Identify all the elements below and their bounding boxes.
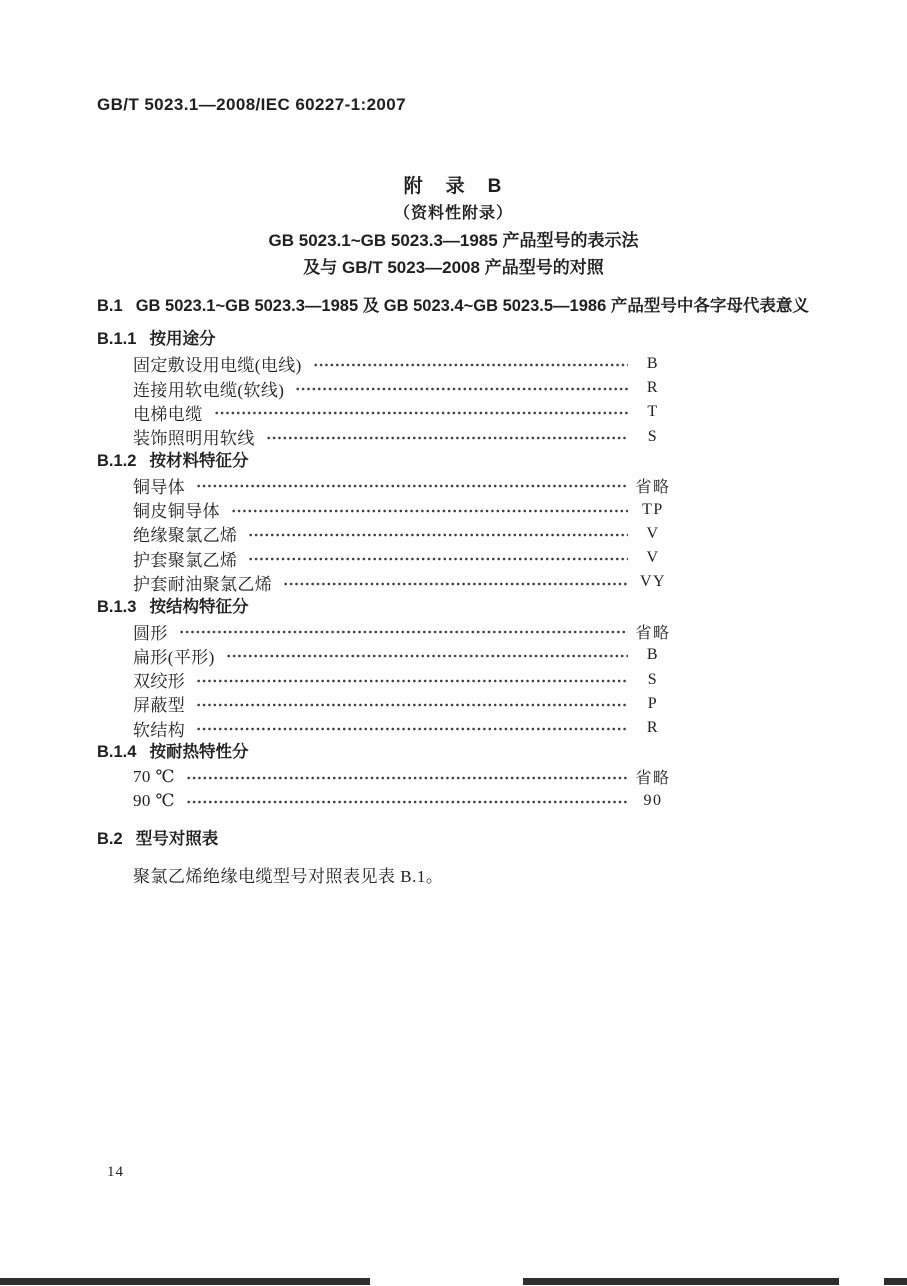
scan-artifact-bar xyxy=(884,1278,907,1285)
item-label: 软结构 xyxy=(133,720,186,740)
item-code: P xyxy=(647,694,659,712)
code-list-item xyxy=(133,497,672,521)
code-list-item xyxy=(133,546,672,570)
main-content xyxy=(97,294,809,889)
subsection-number: B.1.2 xyxy=(97,451,137,470)
section-number: B.1 xyxy=(97,297,123,315)
section-title: 型号对照表 xyxy=(135,830,219,849)
item-code: S xyxy=(647,670,659,688)
page-number: 14 xyxy=(107,1164,124,1180)
subsection-b13-heading xyxy=(97,595,790,619)
code-list-item xyxy=(133,473,672,497)
code-list-item xyxy=(133,352,672,376)
item-label: 双绞形 xyxy=(133,672,186,692)
section-number: B.2 xyxy=(97,830,123,849)
item-label: 绝缘聚氯乙烯 xyxy=(133,526,238,546)
code-list-item xyxy=(133,692,672,716)
item-label: 装饰照明用软线 xyxy=(133,429,255,449)
dotted-leader xyxy=(185,789,628,813)
dotted-leader xyxy=(247,522,628,546)
dotted-leader xyxy=(195,473,628,497)
item-code: TP xyxy=(642,500,664,518)
item-label: 屏蔽型 xyxy=(133,696,186,716)
appendix-title: 附 录 B xyxy=(403,176,504,197)
subsection-b11-heading xyxy=(97,327,790,351)
item-code: R xyxy=(646,379,660,397)
dotted-leader xyxy=(312,352,628,376)
dotted-leader xyxy=(213,400,628,424)
item-label: 固定敷设用电缆(电线) xyxy=(133,356,302,376)
dotted-leader xyxy=(282,570,628,594)
subsection-number: B.1.4 xyxy=(97,743,137,762)
dotted-leader xyxy=(185,765,628,789)
dotted-leader xyxy=(230,497,628,521)
code-list-item xyxy=(133,376,672,400)
item-label: 70 ℃ xyxy=(133,766,175,786)
dotted-leader xyxy=(247,546,628,570)
item-code: R xyxy=(646,719,660,737)
item-label: 护套耐油聚氯乙烯 xyxy=(133,574,273,594)
item-label: 圆形 xyxy=(133,623,168,643)
item-code: V xyxy=(646,549,660,567)
item-code: V xyxy=(646,524,660,542)
code-list-item xyxy=(133,789,672,813)
appendix-title-line3: GB 5023.1~GB 5023.3—1985 产品型号的表示法 xyxy=(268,231,639,250)
code-list-item xyxy=(133,619,672,643)
item-code: 省略 xyxy=(635,624,671,642)
item-code: VY xyxy=(639,573,667,591)
item-label: 扁形(平形) xyxy=(133,647,215,667)
dotted-leader xyxy=(178,619,628,643)
section-title: GB 5023.1~GB 5023.3—1985 及 GB 5023.4~GB 5023.5—1986 产品型号中各字母代表意义 xyxy=(135,297,809,315)
code-list-item xyxy=(133,765,672,789)
dotted-leader xyxy=(294,376,628,400)
subsection-title: 按结构特征分 xyxy=(149,597,249,616)
item-label: 90 ℃ xyxy=(133,791,175,811)
item-label: 电梯电缆 xyxy=(133,404,203,424)
subsection-title: 按用途分 xyxy=(149,330,216,349)
subsection-number: B.1.1 xyxy=(97,330,137,349)
item-label: 铜导体 xyxy=(133,477,186,497)
scan-artifact-bar xyxy=(523,1278,839,1285)
scan-artifact-bar xyxy=(0,1278,370,1285)
dotted-leader xyxy=(195,692,628,716)
item-code: B xyxy=(646,646,660,664)
appendix-title-line4: 及与 GB/T 5023—2008 产品型号的对照 xyxy=(303,258,604,277)
code-list-item xyxy=(133,400,672,424)
item-code: 省略 xyxy=(635,478,671,496)
item-code: 90 xyxy=(643,792,663,810)
subsection-b12-heading xyxy=(97,449,790,473)
standard-code-header: GB/T 5023.1—2008/IEC 60227-1:2007 xyxy=(97,95,406,114)
item-label: 护套聚氯乙烯 xyxy=(133,550,238,570)
code-list-item xyxy=(133,643,672,667)
item-label: 铜皮铜导体 xyxy=(133,502,220,522)
code-list-item xyxy=(133,667,672,691)
item-code: T xyxy=(647,403,659,421)
item-code: B xyxy=(646,354,660,372)
subsection-b14-heading xyxy=(97,740,790,764)
section-b1-heading xyxy=(97,294,809,318)
subsection-title: 按耐热特性分 xyxy=(149,743,249,762)
code-list-item xyxy=(133,424,672,448)
subsection-number: B.1.3 xyxy=(97,597,137,616)
appendix-subtitle: （资料性附录） xyxy=(393,205,513,222)
dotted-leader xyxy=(195,667,628,691)
section-b2-heading xyxy=(97,827,790,851)
code-list-item xyxy=(133,522,672,546)
subsection-title: 按材料特征分 xyxy=(149,451,249,470)
code-list-item xyxy=(133,716,672,740)
dotted-leader xyxy=(265,424,628,448)
dotted-leader xyxy=(195,716,628,740)
item-code: S xyxy=(647,427,659,445)
item-code: 省略 xyxy=(635,770,671,788)
dotted-leader xyxy=(225,643,628,667)
item-label: 连接用软电缆(软线) xyxy=(133,380,285,400)
b2-paragraph: 聚氯乙烯绝缘电缆型号对照表见表 B.1。 xyxy=(133,866,444,886)
code-list-item xyxy=(133,570,672,594)
